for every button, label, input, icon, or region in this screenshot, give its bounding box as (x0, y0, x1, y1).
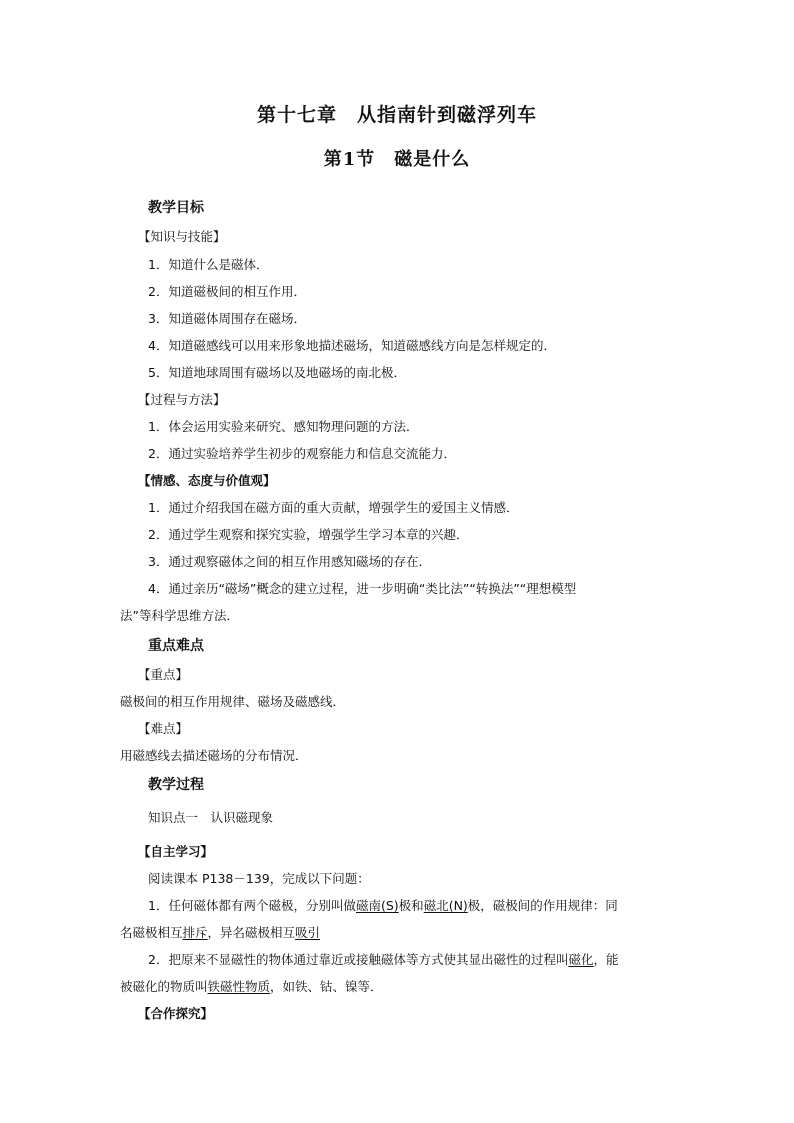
question-1-line-1: 1．任何磁体都有两个磁极，分别叫做磁南(S)极和磁北(N)极，磁极间的作用规律：同 (148, 898, 618, 913)
process-item: 1．体会运用实验来研究、感知物理问题的方法． (148, 419, 419, 434)
knowledge-item: 4．知道磁感线可以用来形象地描述磁场，知道磁感线方向是怎样规定的． (148, 338, 556, 353)
process-methods-label: 【过程与方法】 (138, 392, 226, 407)
emotion-item: 4．通过亲历“磁场”概念的建立过程，进一步明确“类比法”“转换法”“理想模型 (148, 581, 577, 596)
emotion-item: 3．通过观察磁体之间的相互作用感知磁场的存在． (148, 554, 431, 569)
knowledge-item: 1．知道什么是磁体． (148, 257, 269, 272)
knowledge-skills-label: 【知识与技能】 (138, 229, 226, 244)
knowledge-item: 5．知道地球周围有磁场以及地磁场的南北极． (148, 365, 406, 380)
key-difficult-heading: 重点难点 (148, 638, 204, 654)
knowledge-item: 3．知道磁体周围存在磁场． (148, 311, 306, 326)
focus-text: 磁极间的相互作用规律、磁场及磁感线． (120, 694, 346, 709)
answer-blank: 磁北(N) (423, 898, 468, 913)
answer-blank: 磁南(S) (355, 898, 399, 913)
answer-blank: 吸引 (295, 925, 321, 940)
answer-blank: 磁化 (568, 952, 594, 967)
difficulty-label: 【难点】 (138, 721, 189, 736)
emotion-item-continued: 法”等科学思维方法． (120, 608, 239, 623)
teaching-goals-heading: 教学目标 (148, 200, 204, 216)
focus-label: 【重点】 (138, 667, 189, 682)
emotion-values-label: 【情感、态度与价值观】 (138, 473, 276, 488)
knowledge-item: 2．知道磁极间的相互作用． (148, 284, 306, 299)
question-2-line-2: 被磁化的物质叫铁磁性物质，如铁、钴、镍等． (120, 979, 383, 994)
process-item: 2．通过实验培养学生初步的观察能力和信息交流能力． (148, 446, 456, 461)
knowledge-point-1: 知识点一 认识磁现象 (148, 810, 274, 825)
emotion-item: 2．通过学生观察和探究实验，增强学生学习本章的兴趣． (148, 527, 469, 542)
teaching-process-heading: 教学过程 (148, 777, 204, 793)
question-2-line-1: 2．把原来不显磁性的物体通过靠近或接触磁体等方式使其显出磁性的过程叫磁化，能 (148, 952, 619, 967)
chapter-title: 第十七章 从指南针到磁浮列车 (256, 104, 537, 126)
reading-instruction: 阅读课本 P138－139，完成以下问题： (148, 871, 370, 886)
self-study-label: 【自主学习】 (138, 844, 214, 859)
answer-blank: 排斥 (182, 925, 208, 940)
section-title: 第1节 磁是什么 (323, 149, 471, 170)
emotion-item: 1．通过介绍我国在磁方面的重大贡献，增强学生的爱国主义情感． (148, 500, 519, 515)
answer-blank: 铁磁性物质 (207, 979, 271, 994)
question-1-line-2: 名磁极相互排斥，异名磁极相互吸引 (120, 925, 321, 940)
cooperative-inquiry-label: 【合作探究】 (138, 1006, 214, 1021)
difficulty-text: 用磁感线去描述磁场的分布情况． (120, 748, 308, 763)
